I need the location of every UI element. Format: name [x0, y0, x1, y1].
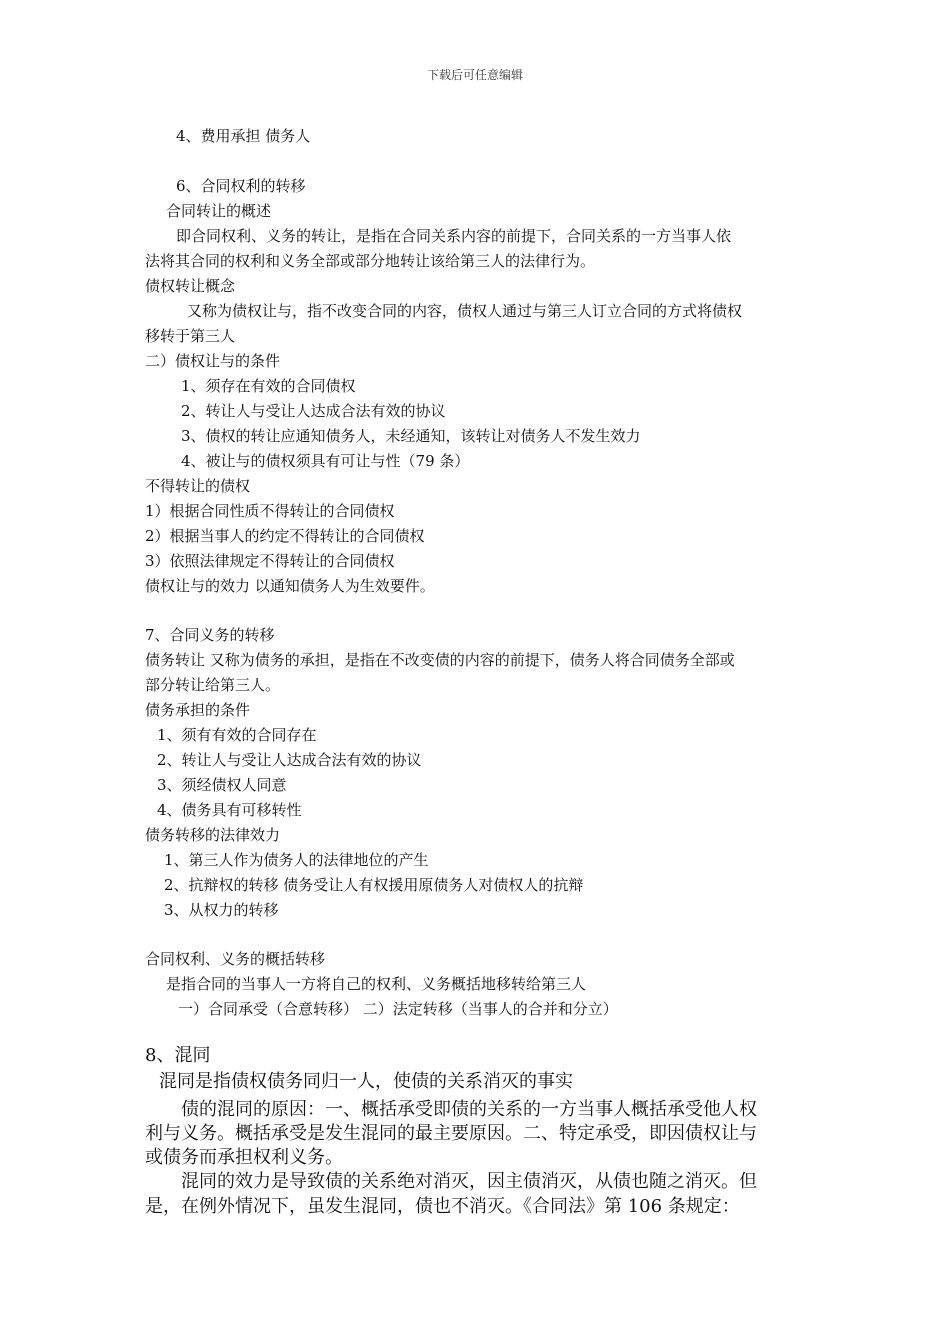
text-line: 法将其合同的权利和义务全部或部分地转让该给第三人的法律行为。 [145, 252, 596, 270]
page-header: 下载后可任意编辑 [426, 68, 523, 82]
section-heading: 6、合同权利的转移 [176, 177, 306, 195]
list-item: 1、须存在有效的合同债权 [181, 377, 356, 395]
list-item: 4、债务具有可移转性 [157, 801, 302, 819]
list-item: 3、须经债权人同意 [157, 776, 287, 794]
text-line: 部分转让给第三人。 [145, 676, 281, 694]
text-line: 二）债权让与的条件 [145, 352, 281, 370]
text-line: 债权让与的效力 以通知债务人为生效要件。 [145, 577, 435, 595]
list-item: 2、转让人与受让人达成合法有效的协议 [181, 402, 446, 420]
text-line: 是，在例外情况下，虽发生混同，债也不消灭。《合同法》第 106 条规定： [145, 1196, 740, 1217]
list-item: 3）依照法律规定不得转让的合同债权 [145, 552, 395, 570]
text-line: 或债务而承担权利义务。 [145, 1147, 343, 1168]
text-line: 混同是指债权债务同归一人，使债的关系消灭的事实 [159, 1071, 573, 1092]
list-item: 2）根据当事人的约定不得转让的合同债权 [145, 527, 425, 545]
list-item: 1）根据合同性质不得转让的合同债权 [145, 502, 395, 520]
text-line: 是指合同的当事人一方将自己的权利、义务概括地移转给第三人 [166, 975, 587, 993]
list-item: 3、从权力的转移 [164, 901, 279, 919]
list-item: 1、须有有效的合同存在 [157, 726, 317, 744]
text-line: 债务承担的条件 [145, 701, 251, 719]
text-line: 移转于第三人 [145, 327, 236, 345]
text-line: 债的混同的原因：一、概括承受即债的关系的一方当事人概括承受他人权 [181, 1099, 757, 1120]
text-line: 债权转让概念 [145, 277, 236, 295]
list-item: 2、抗辩权的转移 债务受让人有权援用原债务人对债权人的抗辩 [164, 876, 584, 894]
text-line: 合同权利、义务的概括转移 [145, 950, 326, 968]
text-line: 又称为债权让与，指不改变合同的内容，债权人通过与第三人订立合同的方式将债权 [187, 302, 743, 320]
section-heading: 8、混同 [145, 1045, 211, 1066]
list-item: 2、转让人与受让人达成合法有效的协议 [157, 751, 422, 769]
text-line: 合同转让的概述 [166, 202, 272, 220]
text-line: 不得转让的债权 [145, 477, 251, 495]
text-line: 一）合同承受（合意转移） 二）法定转移（当事人的合并和分立） [178, 1000, 618, 1018]
text-line: 4、费用承担 债务人 [176, 127, 311, 145]
text-line: 即合同权利、义务的转让，是指在合同关系内容的前提下，合同关系的一方当事人依 [176, 227, 732, 245]
list-item: 1、第三人作为债务人的法律地位的产生 [164, 851, 429, 869]
text-line: 利与义务。概括承受是发生混同的最主要原因。二、特定承受，即因债权让与 [145, 1123, 757, 1144]
list-item: 3、债权的转让应通知债务人，未经通知，该转让对债务人不发生效力 [181, 427, 641, 445]
text-line: 债务转移的法律效力 [145, 826, 281, 844]
text-line: 混同的效力是导致债的关系绝对消灭，因主债消灭，从债也随之消灭。但 [181, 1171, 757, 1192]
section-heading: 7、合同义务的转移 [145, 626, 275, 644]
list-item: 4、被让与的债权须具有可让与性（79 条） [181, 452, 470, 470]
text-line: 债务转让 又称为债务的承担，是指在不改变债的内容的前提下，债务人将合同债务全部或 [145, 651, 735, 669]
